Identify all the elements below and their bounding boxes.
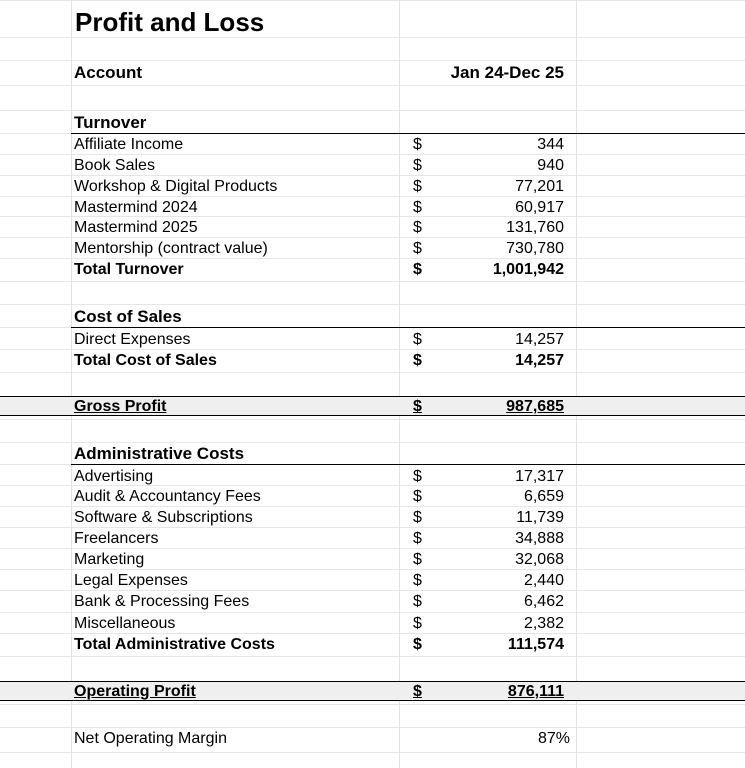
currency-symbol: $ — [413, 636, 422, 653]
turnover-rule — [71, 133, 745, 134]
currency-symbol: $ — [413, 593, 422, 610]
total-admin-costs-value: 111,574 — [507, 636, 564, 653]
currency-symbol: $ — [413, 136, 422, 153]
row-value: 17,317 — [515, 468, 564, 485]
account-header: Account — [74, 63, 142, 82]
currency-symbol: $ — [413, 240, 422, 257]
currency-symbol: $ — [413, 331, 422, 348]
currency-symbol: $ — [413, 157, 422, 174]
gridline — [0, 752, 745, 753]
row-label: Audit & Accountancy Fees — [74, 488, 261, 505]
row-value: 6,659 — [523, 488, 564, 505]
total-turnover-value: 1,001,942 — [492, 261, 564, 278]
currency-symbol: $ — [413, 398, 422, 415]
row-label: Freelancers — [74, 530, 159, 547]
cost-of-sales-heading: Cost of Sales — [74, 307, 182, 326]
gridline — [0, 727, 745, 728]
row-value: 11,739 — [516, 509, 564, 526]
gridline — [0, 110, 745, 111]
gridline — [0, 372, 745, 373]
currency-symbol: $ — [413, 261, 422, 278]
gridline — [0, 281, 745, 282]
operating-profit-value: 876,111 — [507, 683, 564, 700]
row-value: 14,257 — [515, 331, 564, 348]
row-label: Software & Subscriptions — [74, 509, 253, 526]
gridline — [0, 419, 745, 420]
admin-costs-heading: Administrative Costs — [74, 444, 245, 463]
operating-profit-label: Operating Profit — [74, 683, 196, 700]
gridline — [0, 0, 745, 1]
row-value: 34,888 — [515, 530, 564, 547]
currency-symbol: $ — [413, 352, 422, 369]
total-admin-costs-label: Total Administrative Costs — [74, 636, 275, 653]
page-title: Profit and Loss — [75, 7, 265, 37]
row-label: Legal Expenses — [74, 572, 188, 589]
gridline — [576, 0, 577, 768]
currency-symbol: $ — [413, 551, 422, 568]
currency-symbol: $ — [413, 509, 422, 526]
row-label: Mastermind 2025 — [74, 219, 198, 236]
gridline — [0, 612, 745, 613]
row-label: Bank & Processing Fees — [74, 593, 250, 610]
row-label: Direct Expenses — [74, 331, 191, 348]
cost-of-sales-rule — [71, 327, 745, 328]
gridline — [399, 0, 400, 768]
currency-symbol: $ — [413, 178, 422, 195]
gridline — [0, 304, 745, 305]
currency-symbol: $ — [413, 488, 422, 505]
gross-profit-label: Gross Profit — [74, 398, 167, 415]
row-label: Mastermind 2024 — [74, 199, 198, 216]
row-value: 2,440 — [523, 572, 564, 589]
net-operating-margin-value: 87% — [537, 730, 570, 747]
row-value: 344 — [537, 136, 564, 153]
net-operating-margin-label: Net Operating Margin — [74, 730, 227, 747]
gridline — [71, 0, 72, 768]
row-label: Advertising — [74, 468, 154, 485]
currency-symbol: $ — [413, 199, 422, 216]
period-header: Jan 24-Dec 25 — [450, 63, 564, 82]
currency-symbol: $ — [413, 683, 422, 700]
total-cost-of-sales-label: Total Cost of Sales — [74, 352, 217, 369]
row-value: 131,760 — [506, 219, 564, 236]
gridline — [0, 85, 745, 86]
row-value: 730,780 — [506, 240, 564, 257]
currency-symbol: $ — [413, 468, 422, 485]
row-label: Workshop & Digital Products — [74, 178, 278, 195]
row-label: Book Sales — [74, 157, 155, 174]
row-label: Miscellaneous — [74, 615, 176, 632]
gridline — [0, 60, 745, 61]
admin-costs-rule — [71, 464, 745, 465]
gridline — [0, 704, 745, 705]
row-value: 60,917 — [515, 199, 564, 216]
currency-symbol: $ — [413, 572, 422, 589]
gridline — [0, 37, 745, 38]
row-label: Mentorship (contract value) — [74, 240, 268, 257]
row-value: 32,068 — [515, 551, 564, 568]
currency-symbol: $ — [413, 530, 422, 547]
gridline — [0, 442, 745, 443]
gross-profit-value: 987,685 — [506, 398, 564, 415]
turnover-heading: Turnover — [74, 113, 147, 132]
row-label: Marketing — [74, 551, 145, 568]
row-label: Affiliate Income — [74, 136, 184, 153]
total-cost-of-sales-value: 14,257 — [515, 352, 564, 369]
row-value: 77,201 — [515, 178, 564, 195]
row-value: 2,382 — [523, 615, 564, 632]
currency-symbol: $ — [413, 615, 422, 632]
currency-symbol: $ — [413, 219, 422, 236]
gridline — [0, 656, 745, 657]
row-value: 6,462 — [523, 593, 564, 610]
row-value: 940 — [537, 157, 564, 174]
total-turnover-label: Total Turnover — [74, 261, 184, 278]
